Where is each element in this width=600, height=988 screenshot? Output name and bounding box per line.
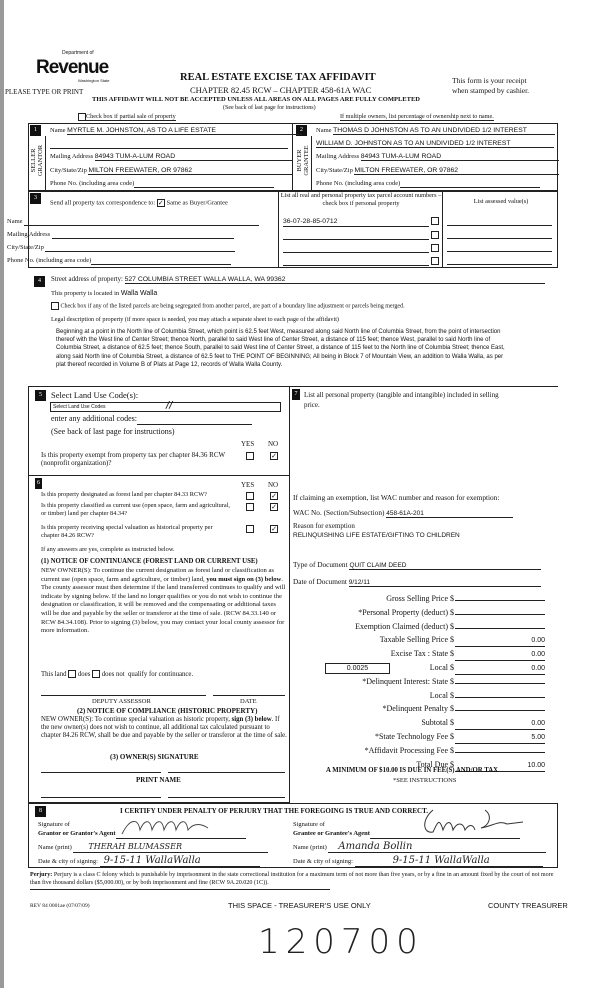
seller-side-label: SELLER GRANTOR (30, 144, 44, 177)
street-row: Street address of property: 527 COLUMBIA STREET WALLA WALLA, WA 99362 (51, 276, 545, 284)
fee-value: 0.00 (455, 663, 545, 675)
fee-value: 10.00 (455, 760, 545, 772)
deputy-assessor-label: DEPUTY ASSESSOR (92, 698, 151, 705)
fee-label: Local $ (429, 690, 454, 700)
same-as-buyer-checkbox: ✓ (157, 199, 164, 207)
seller-name-row: Name MYRTLE M. JOHNSTON, AS TO A LIFE ESTATE (50, 127, 302, 135)
receipt-note-1: This form is your receipt (452, 76, 527, 85)
section-8-number: 8 (35, 806, 46, 817)
notice-2-title: (2) NOTICE OF COMPLIANCE (HISTORIC PROPERTY) (77, 707, 258, 715)
fee-value (455, 752, 545, 753)
grantor-signature (120, 816, 210, 838)
section-4-number: 4 (34, 276, 45, 287)
see-back: (See back of last page for instructions) (223, 105, 316, 111)
legal-label: Legal description of property (if more space is needed, you may attach a separate sheet to each page of the affidavit) (51, 316, 339, 323)
s3-city-label: City/State/Zip (7, 244, 44, 251)
date-label: DATE (240, 698, 257, 705)
wac-number: 458-61A-201 (386, 510, 513, 518)
segregated-checkbox (51, 302, 59, 310)
fee-label: Subtotal $ (421, 718, 454, 728)
grantee-name: Amanda Bollin (328, 842, 546, 853)
buyer-name: THOMAS D JOHNSTON AS TO AN UNDIVIDED 1/2 INTEREST (333, 127, 555, 135)
buyer-name-2: WILLIAM D. JOHNSTON AS TO AN UNDIVIDED 1/2 INTEREST (316, 140, 554, 148)
certify-statement: I CERTIFY UNDER PENALTY OF PERJURY THAT THE FOREGOING IS TRUE AND CORRECT. (120, 807, 429, 815)
s3-mail-label: Mailing Address (7, 231, 51, 238)
fee-row (290, 648, 545, 661)
fee-row (290, 621, 545, 632)
street-address: 527 COLUMBIA STREET WALLA WALLA, WA 99362 (125, 276, 545, 284)
parcel-1: 36-07-28-85-0712 (283, 217, 429, 227)
legal-description: Beginning at a point in the North line of Columbia Street, which point is 62.5 feet West, measured along said North line of Columbia Street, from the point of intersection thereof with the West line of Center Street; thence North, parallel to said West line of Center Street, a distance of 115 feet; thence West, parallel to said North line of Columbia Street, a distance of 62.5 feet; thence South, parallel to said West line of Center Street, a distance of 115 feet to the North line of Columbia Street; thence East, along said North line of Columbia Street, a distance of 62.5 feet to THE POINT OF BEGINNING; All being in Block 7 of Mountain View, an addition to Walla Walla, as per plat thereof recorded in Volume B of Plats at Page 12, records of Walla Walla County. (56, 329, 505, 368)
grantor-date-city: 9-15-11 WallaWalla (100, 855, 260, 867)
fee-label: Exemption Claimed (deduct) $ (355, 621, 454, 631)
fee-row (290, 634, 545, 647)
fee-value (455, 614, 545, 615)
land-use-label: Select Land Use Code(s): (51, 390, 139, 400)
section-2-number: 2 (296, 125, 307, 136)
section-1-number: 1 (30, 125, 41, 136)
fee-value (455, 697, 545, 698)
fee-value (455, 628, 545, 629)
partial-sale-checkbox (78, 113, 86, 121)
send-correspondence: Send all property tax correspondence to: ✓ Same as Buyer/Grantee (50, 199, 228, 207)
notice-1-text: NEW OWNER(S): To continue the current designation as forest land or classification as current use (open space, farm and agriculture, or timber) land, you must sign on (3) below. The county assessor must then determine if the land transferred continues to qualify and will indicate by signing below. If the land no longer qualifies or you do not wish to continue the designation or classification, it will be removed and the compensating or additional taxes will be due and payable by the seller or transferor at the time of sale. (RCW 84.33.140 or RCW 84.34.108). Prior to signing (3) below, you may contact your local county assessor for more information. (41, 567, 286, 635)
section-6-number: 6 (35, 478, 42, 489)
exemption-label: If claiming an exemption, list WAC number and reason for exemption: (293, 493, 500, 502)
buyer-mail-row: Mailing Address 84943 TUM-A-LUM ROAD (316, 153, 559, 161)
fee-label: *Personal Property (deduct) $ (358, 607, 454, 617)
grantee-date-city: 9-15-11 WallaWalla (355, 855, 543, 867)
notice-2-text: NEW OWNER(S): To continue special valuation as historic property, sign (3) below. If the new owner(s) does not wish to continue, all additional tax calculated pursuant to chapter 84.26 RCW, shall be due and payable by the seller or transferor at the time of sale. (41, 716, 287, 740)
handwritten-number: 120700 (258, 922, 424, 962)
fee-value: 0.00 (455, 635, 545, 647)
fee-value: 0.00 (455, 718, 545, 730)
additional-codes-label: enter any additional codes: (51, 414, 137, 423)
notice-1-title: (1) NOTICE OF CONTINUANCE (FOREST LAND OR CURRENT USE) (41, 558, 258, 565)
s3-name-label: Name (7, 218, 23, 225)
fee-label: *Delinquent Penalty $ (382, 704, 454, 714)
receipt-note-2: when stamped by cashier. (452, 86, 530, 95)
logo-top: Department of (62, 50, 94, 56)
fee-row (290, 690, 545, 701)
fee-row (290, 731, 545, 744)
grantee-signature (415, 806, 525, 836)
county-treasurer: COUNTY TREASURER (488, 901, 568, 910)
multiple-owners: If multiple owners, list percentage of ownership next to name. (340, 113, 494, 120)
dor-logo: Revenue (36, 57, 109, 78)
fee-label: Total Due $ (416, 759, 454, 769)
seller-mail-row: Mailing Address 84943 TUM-A-LUM ROAD (50, 153, 293, 161)
exempt-no-checkbox: ✓ (271, 452, 277, 461)
form-title: REAL ESTATE EXCISE TAX AFFIDAVIT (180, 72, 376, 83)
minimum-due: A MINIMUM OF $10.00 IS DUE IN FEE(S) AND/OR TAX (326, 767, 499, 774)
fee-value (455, 710, 545, 711)
fee-row (290, 717, 545, 730)
buyer-side-label: BUYER GRANTEE (296, 145, 310, 176)
no-header: NO (268, 440, 279, 448)
grantor-name: THERAH BLUMASSER (73, 842, 268, 853)
exemption-reason: RELINQUISHING LIFE ESTATE/GIFTING TO CHILDREN (293, 532, 460, 539)
fee-label: Excise Tax : State $ (390, 649, 454, 659)
land-use-select: Select Land Use Codes // (50, 402, 281, 412)
print-name-label: PRINT NAME (136, 776, 181, 784)
fee-label: *Affidavit Processing Fee $ (364, 745, 454, 755)
buyer-city-row: City/State/Zip MILTON FREEWATER, OR 97862 (316, 167, 559, 175)
fee-row (290, 676, 545, 687)
document-type: QUIT CLAIM DEED (349, 562, 541, 570)
see-instructions: *SEE INSTRUCTIONS (393, 777, 457, 784)
fee-row (290, 593, 545, 604)
fee-value: 0.00 (455, 649, 545, 661)
forest-question: Is this property designated as forest land per chapter 84.33 RCW? (41, 491, 207, 498)
treasurer-use: THIS SPACE - TREASURER'S USE ONLY (228, 901, 371, 910)
this-land-row: This land does does not qualify for continuance. (41, 671, 194, 678)
assessed-header: List assessed value(s) (473, 198, 529, 205)
fee-row (290, 703, 545, 714)
local-rate: 0.0025 (325, 663, 390, 674)
fee-value (455, 600, 545, 601)
fee-row (290, 745, 545, 756)
historic-question: Is this property receiving special valuation as historical property per chapter 84.26 RCW? (41, 524, 213, 539)
scan-edge (0, 0, 4, 988)
fee-value: 5.00 (455, 732, 545, 744)
section-7-number: 7 (292, 389, 300, 400)
form-revision: REV 84 0001ae (07/07/09) (30, 903, 90, 909)
buyer-city: MILTON FREEWATER, OR 97862 (354, 167, 559, 175)
yes-header: YES (241, 440, 255, 448)
exempt-question: Is this property exempt from property tax per chapter 84.36 RCW (nonprofit organization)? (41, 451, 225, 467)
seller-mail: 84943 TUM-A-LUM ROAD (95, 153, 293, 161)
s3-phone-label: Phone No. (including area code) (7, 257, 92, 264)
buyer-name-row: Name THOMAS D JOHNSTON AS TO AN UNDIVIDED 1/2 INTEREST (316, 127, 555, 135)
logo-sub: Washington State (78, 78, 110, 83)
fee-label: Taxable Selling Price $ (379, 635, 454, 645)
buyer-phone-row: Phone No. (including area code) (316, 180, 540, 188)
fee-label: *Delinquent Interest: State $ (362, 676, 454, 686)
if-yes-note: If any answers are yes, complete as instructed below. (41, 546, 175, 553)
seller-city: MILTON FREEWATER, OR 97862 (88, 167, 293, 175)
form-chapter: CHAPTER 82.45 RCW – CHAPTER 458-61A WAC (190, 85, 372, 95)
buyer-mail: 84943 TUM-A-LUM ROAD (361, 153, 559, 161)
fee-label: Gross Selling Price $ (386, 594, 454, 603)
section-3-number: 3 (30, 193, 41, 204)
located-in: Walla Walla (120, 290, 158, 297)
warning: THIS AFFIDAVIT WILL NOT BE ACCEPTED UNLESS ALL AREAS ON ALL PAGES ARE FULLY COMPLETED (92, 96, 420, 103)
seller-phone-row: Phone No. (including area code) (50, 180, 274, 188)
section-5-number: 5 (35, 390, 46, 401)
partial-sale: Check box if partial sale of property (78, 113, 176, 121)
fee-row (290, 607, 545, 618)
fee-label: *State Technology Fee $ (374, 732, 454, 741)
seller-name: MYRTLE M. JOHNSTON, AS TO A LIFE ESTATE (67, 127, 302, 135)
fee-label: Local $ (429, 663, 454, 672)
personal-property-label: List all personal property (tangible and intangible) included in selling price. (304, 391, 499, 409)
fee-value (455, 683, 545, 684)
please-type: PLEASE TYPE OR PRINT (5, 88, 84, 96)
s5-see-back: (See back of last page for instructions) (51, 427, 175, 436)
perjury-notice: Perjury: Perjury is a class C felony which is punishable by imprisonment in the state correctional institution for a maximum term of not more than five years, or by a fine in an amount fixed by the court of not more than five thousand dollars ($5,000.00), or by both imprisonment and fine (RCW 9A.20.020 (1C)). (30, 872, 554, 886)
parcel-header: List all real and personal property tax parcel account numbers – check box if personal property (280, 192, 442, 207)
seller-city-row: City/State/Zip MILTON FREEWATER, OR 97862 (50, 167, 293, 175)
owner-signature-title: (3) OWNER(S) SIGNATURE (110, 753, 199, 761)
document-date: 9/12/11 (349, 579, 541, 587)
current-use-question: Is this property classified as current use (open space, farm and agricultural, or timber) land per chapter 84.34? (41, 502, 231, 517)
